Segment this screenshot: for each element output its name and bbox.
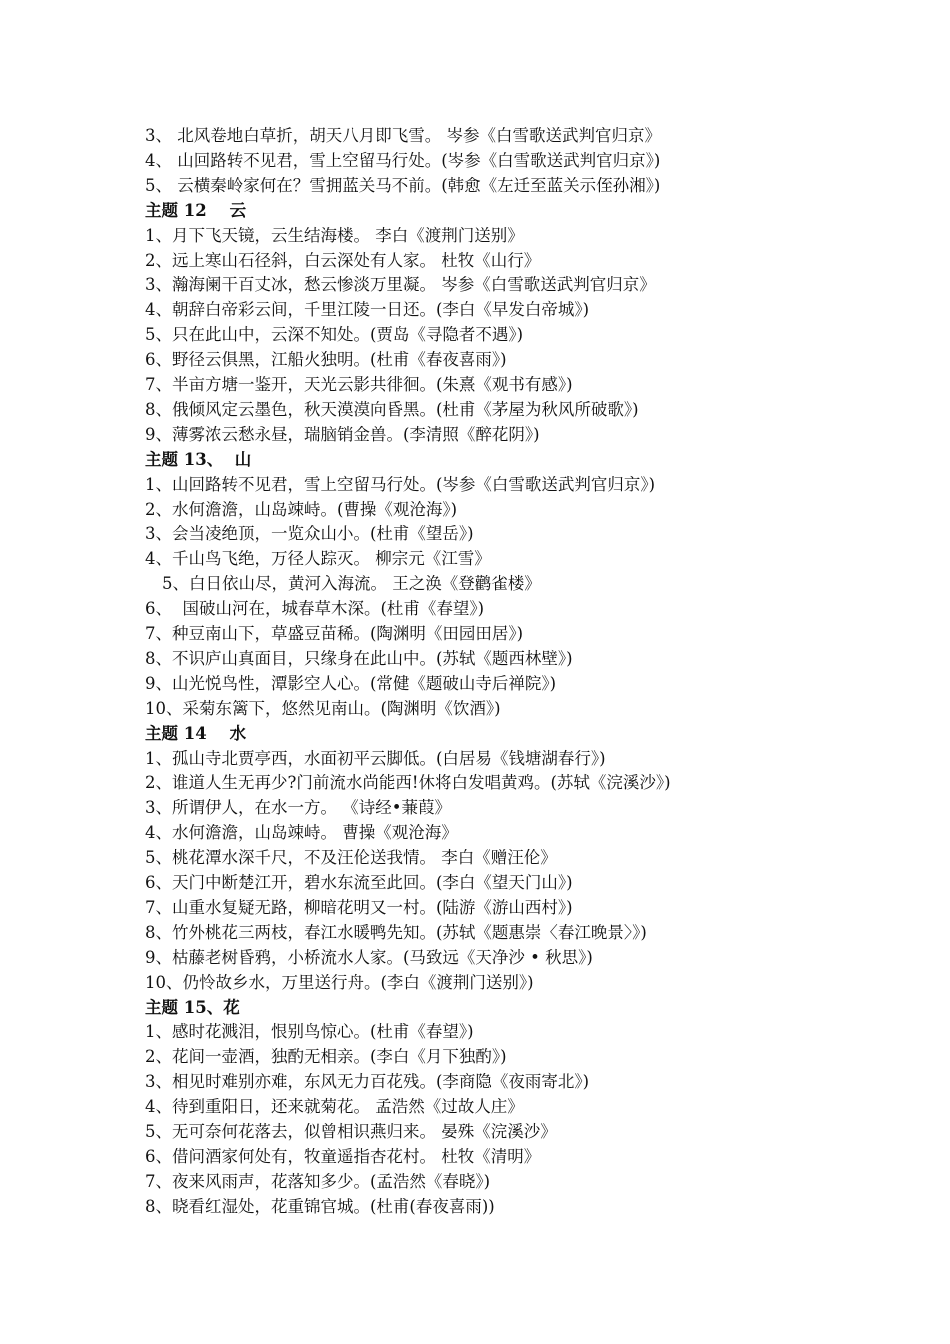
section-heading: 主题 13、 山 [145,449,252,469]
poem-line: 5、无可奈何花落去，似曾相识燕归来。 晏殊《浣溪沙》 [145,1122,557,1141]
section-heading: 主题 12 云 [145,200,247,220]
poem-line: 8、俄倾风定云墨色，秋天漠漠向昏黑。(杜甫《茅屋为秋风所破歌》) [145,399,639,419]
poem-line: 3、相见时难别亦难，东风无力百花残。(李商隐《夜雨寄北》) [145,1072,590,1092]
poem-line: 2、谁道人生无再少?门前流水尚能西!休将白发唱黄鸡。(苏轼《浣溪沙》) [145,773,671,793]
section-heading: 主题 14 水 [145,723,247,743]
poem-line: 3、瀚海阑干百丈冰，愁云惨淡万里凝。 岑参《白雪歌送武判官归京》 [145,275,656,295]
poem-line: 8、晓看红湿处，花重锦官城。(杜甫(春夜喜雨)) [145,1196,495,1216]
poem-line: 10、采菊东篱下，悠然见南山。(陶渊明《饮酒》) [145,698,501,718]
poem-line: 5、白日依山尽，黄河入海流。 王之涣《登鹳雀楼》 [162,574,541,594]
poem-line: 6、野径云俱黑，江船火独明。(杜甫《春夜喜雨》) [145,350,507,370]
poem-line: 5、 云横秦岭家何在？雪拥蓝关马不前。(韩愈《左迁至蓝关示侄孙湘》) [145,175,661,195]
poem-line: 7、夜来风雨声，花落知多少。(孟浩然《春晓》) [145,1171,491,1191]
poem-line: 2、花间一壶酒，独酌无相亲。(李白《月下独酌》) [145,1047,507,1067]
poem-line: 3、会当凌绝顶，一览众山小。(杜甫《望岳》) [145,524,474,544]
poem-line: 6、天门中断楚江开，碧水东流至此回。(李白《望天门山》) [145,873,573,892]
poem-line: 10、仍怜故乡水，万里送行舟。(李白《渡荆门送别》) [145,972,534,992]
poem-line: 2、远上寒山石径斜，白云深处有人家。 杜牧《山行》 [145,250,541,270]
poem-line: 9、枯藤老树昏鸦，小桥流水人家。(马致远《天净沙 • 秋思》) [145,947,593,967]
poem-line: 8、不识庐山真面目，只缘身在此山中。(苏轼《题西林壁》) [145,648,573,668]
poem-line: 5、桃花潭水深千尺，不及汪伦送我情。 李白《赠汪伦》 [145,848,557,868]
poem-line: 4、千山鸟飞绝，万径人踪灭。 柳宗元《江雪》 [145,549,491,569]
poem-line: 4、水何澹澹，山岛竦峙。 曹操《观沧海》 [145,823,458,843]
poem-line: 2、水何澹澹，山岛竦峙。(曹操《观沧海》) [145,499,458,519]
poem-line: 9、薄雾浓云愁永昼，瑞脑销金兽。(李清照《醉花阴》) [145,424,540,444]
section-heading: 主题 15、花 [145,997,240,1017]
poem-line: 7、半亩方塘一鉴开，天光云影共徘徊。(朱熹《观书有感》) [145,375,573,394]
poem-line: 8、竹外桃花三两枝，春江水暖鸭先知。(苏轼《题惠崇〈春江晚景〉》) [145,922,647,942]
poem-line: 6、借问酒家何处有，牧童遥指杏花村。 杜牧《清明》 [145,1146,541,1166]
poem-line: 1、孤山寺北贾亭西，水面初平云脚低。(白居易《钱塘湖春行》) [145,748,606,768]
poem-line: 3、 北风卷地白草折，胡天八月即飞雪。 岑参《白雪歌送武判官归京》 [145,126,661,145]
poem-line: 4、朝辞白帝彩云间，千里江陵一日还。(李白《早发白帝城》) [145,300,590,320]
poem-line: 6、 国破山河在，城春草木深。(杜甫《春望》) [145,599,485,619]
poem-line: 4、 山回路转不见君，雪上空留马行处。(岑参《白雪歌送武判官归京》) [145,150,661,170]
poem-line: 7、种豆南山下，草盛豆苗稀。(陶渊明《田园田居》) [145,624,524,643]
poem-line: 1、山回路转不见君，雪上空留马行处。(岑参《白雪歌送武判官归京》) [145,474,656,494]
poem-line: 7、山重水复疑无路，柳暗花明又一村。(陆游《游山西村》) [145,897,573,917]
poem-line: 3、所谓伊人，在水一方。 《诗经•蒹葭》 [145,798,451,818]
poem-line: 5、只在此山中，云深不知处。(贾岛《寻隐者不遇》) [145,325,524,345]
poem-line: 1、感时花溅泪，恨别鸟惊心。(杜甫《春望》) [145,1022,474,1042]
poem-line: 1、月下飞天镜，云生结海楼。 李白《渡荆门送别》 [145,225,524,245]
poem-line: 4、待到重阳日，还来就菊花。 孟浩然《过故人庄》 [145,1097,524,1117]
poem-line: 9、山光悦鸟性，潭影空人心。(常健《题破山寺后禅院》) [145,673,557,693]
